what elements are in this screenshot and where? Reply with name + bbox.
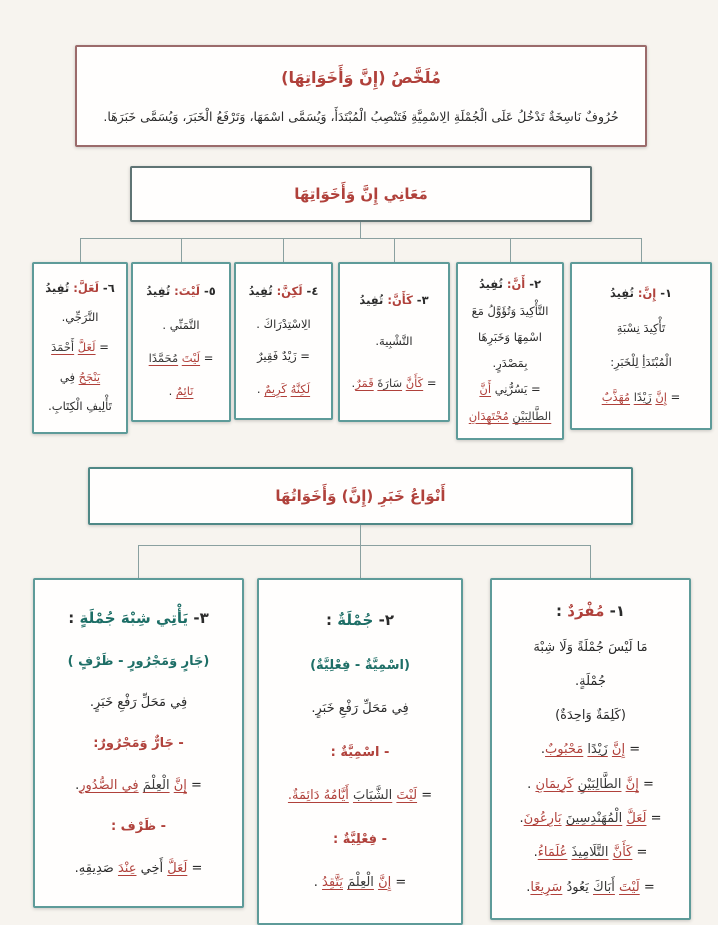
connector-line bbox=[138, 545, 139, 578]
text-segment: نَائِمٌ bbox=[175, 383, 194, 398]
connector-line bbox=[360, 222, 361, 238]
text-line bbox=[257, 348, 310, 366]
text-segment: ١- bbox=[604, 602, 625, 621]
text-line bbox=[469, 408, 552, 426]
text-segment: لَعَلَّ bbox=[626, 811, 647, 827]
types-title: أَنْوَاعُ خَبَرِ (إِنَّ) وَأَخَوَاتُهَا bbox=[275, 487, 446, 505]
text-line bbox=[146, 283, 216, 301]
text-segment: . bbox=[519, 811, 524, 827]
text-segment: الطَّالِبَيْنِ bbox=[577, 776, 622, 792]
text-segment: ٢- bbox=[525, 277, 542, 292]
text-line bbox=[352, 375, 437, 393]
meaning-box-inna bbox=[570, 262, 712, 430]
text-line bbox=[51, 339, 109, 357]
text-segment: = bbox=[423, 375, 437, 390]
text-segment: : bbox=[326, 611, 338, 630]
text-segment: - جَارٌّ وَمَجْرُورٌ: bbox=[93, 736, 184, 752]
connector-line bbox=[181, 238, 182, 262]
text-segment: تُفِيدُ bbox=[146, 284, 175, 299]
text-segment: إِنَّ bbox=[655, 390, 667, 405]
text-segment: ٥- bbox=[199, 284, 216, 299]
text-segment: إِنَّ bbox=[611, 742, 626, 758]
text-segment: لَيْتَ bbox=[619, 879, 640, 895]
text-segment: = bbox=[625, 742, 641, 758]
text-line bbox=[310, 656, 410, 676]
text-segment: إِنَّ bbox=[625, 776, 639, 792]
text-line bbox=[45, 280, 114, 298]
text-segment: التَّمَنِّي . bbox=[162, 317, 200, 332]
text-segment: مَا لَيْسَ جُمْلَةً وَلَا شِبْهَ bbox=[533, 639, 648, 655]
connector-line bbox=[360, 525, 361, 545]
text-segment: بِمَصْدَرٍ. bbox=[492, 356, 528, 371]
connector-line bbox=[590, 545, 591, 578]
text-segment: مَحْبُوبٌ bbox=[545, 742, 584, 758]
text-segment: . bbox=[168, 383, 176, 398]
text-line bbox=[75, 776, 202, 796]
text-segment: أَنَّ: bbox=[506, 277, 526, 292]
text-segment: تُفِيدُ bbox=[609, 285, 638, 300]
text-segment: سَارَةَ bbox=[377, 375, 403, 390]
text-line bbox=[375, 333, 412, 351]
text-segment: كَأَنَّ bbox=[405, 375, 424, 390]
text-segment: لَيْتَ bbox=[181, 350, 201, 365]
text-segment: = bbox=[391, 875, 407, 891]
text-segment: التَّرَجِّي. bbox=[61, 310, 99, 325]
text-line bbox=[288, 786, 432, 806]
text-segment: إِنَّ bbox=[173, 777, 187, 793]
text-segment: الْعِلْمَ bbox=[142, 777, 170, 793]
text-segment: (كَلِمَةٌ وَاحِدَةٌ) bbox=[555, 708, 626, 724]
text-segment: . bbox=[256, 382, 265, 397]
text-segment: = bbox=[95, 340, 109, 355]
text-segment: الْمُهَنْدِسِينَ bbox=[565, 811, 623, 827]
text-line bbox=[311, 699, 408, 719]
text-line bbox=[479, 381, 540, 399]
text-segment: - فِعْلِيَّةٌ : bbox=[333, 831, 387, 847]
text-segment: تُفِيدُ bbox=[248, 283, 277, 298]
text-line bbox=[479, 276, 541, 294]
definition-text: حُرُوفٌ نَاسِخَةٌ تَدْخُلُ عَلَى الْجُمْلَةِ الِاسْمِيَّةِ فَتَنْصِبُ الْمُبْتَدَأَ، وَيُسَمَّى اسْمَهَا، وَتَرْفَعُ الْخَبَرَ، وَيُسَمَّى خَبَرَهَا. bbox=[103, 108, 619, 124]
text-line bbox=[169, 383, 194, 401]
text-segment: التَّلَامِيذَ bbox=[571, 845, 609, 861]
text-segment: إِنَّ bbox=[378, 875, 392, 891]
text-line bbox=[257, 381, 310, 399]
text-segment: تُفِيدُ bbox=[45, 280, 74, 295]
text-segment: جُمْلَةٍ. bbox=[575, 673, 606, 689]
connector-line bbox=[283, 238, 284, 262]
text-segment: - ظَرْف : bbox=[110, 819, 167, 835]
text-segment: أَبَاكَ bbox=[593, 879, 615, 895]
text-line bbox=[68, 652, 210, 672]
text-line bbox=[75, 859, 203, 879]
text-segment: أَحْمَدَ bbox=[51, 340, 75, 355]
meanings-title-box bbox=[130, 166, 592, 222]
text-segment: تُفِيدُ bbox=[478, 277, 507, 292]
text-line bbox=[472, 303, 549, 321]
connector-line bbox=[641, 238, 642, 262]
text-line bbox=[617, 320, 665, 338]
type-box-jumla bbox=[257, 578, 463, 925]
text-segment: فِي مَحَلِّ رَفْعِ خَبَرٍ. bbox=[89, 695, 188, 711]
text-line bbox=[333, 830, 387, 850]
text-segment: (جَارٍ وَمَجْرُورٍ - ظَرْفٍ ) bbox=[67, 653, 210, 669]
text-segment: ٢- bbox=[373, 611, 394, 630]
meaning-box-layta bbox=[131, 262, 231, 422]
text-segment: يَتَّقِدُ bbox=[322, 875, 343, 891]
text-segment: . bbox=[540, 742, 546, 758]
text-line bbox=[162, 317, 199, 335]
types-title-box bbox=[88, 467, 633, 525]
meaning-box-anna bbox=[456, 262, 564, 440]
text-segment: = bbox=[639, 879, 655, 895]
text-segment: = bbox=[186, 777, 202, 793]
text-line bbox=[314, 873, 407, 893]
text-segment: بَارِعُونَ bbox=[523, 811, 562, 827]
text-segment: يَنْجَحُ bbox=[78, 369, 101, 384]
connector-line bbox=[80, 238, 641, 239]
text-segment: . bbox=[527, 776, 536, 792]
text-segment: التَّشْبِيهَ. bbox=[375, 334, 413, 349]
text-segment: : bbox=[556, 602, 568, 621]
text-line bbox=[48, 398, 112, 416]
meaning-box-lakinna bbox=[234, 262, 333, 420]
text-segment: . bbox=[526, 879, 531, 895]
text-segment: ٤- bbox=[302, 283, 319, 298]
text-segment: كَأَنَّ: bbox=[387, 292, 413, 307]
text-segment: لَيْتَ bbox=[396, 788, 418, 804]
text-line bbox=[556, 600, 625, 623]
text-segment: تُفِيدُ bbox=[359, 292, 388, 307]
text-segment: تَأْكِيدَ نِسْبَةِ bbox=[616, 320, 666, 335]
text-line bbox=[533, 638, 647, 658]
text-segment: مُحَمَّدًا bbox=[148, 350, 179, 365]
text-line bbox=[478, 329, 542, 347]
text-segment: جُمْلَةٌ bbox=[337, 611, 374, 630]
text-segment: = bbox=[667, 390, 681, 405]
text-segment: أَخِي bbox=[136, 860, 168, 876]
text-segment: الطَّالِبَيْنِ bbox=[512, 408, 552, 423]
meaning-box-kaanna bbox=[338, 262, 450, 422]
text-line bbox=[359, 292, 428, 310]
text-segment: = bbox=[632, 845, 648, 861]
text-segment: تَأْلِيفِ الْكِتَابِ. bbox=[48, 399, 112, 414]
text-segment: فِي bbox=[59, 369, 79, 384]
text-segment: = زَيْدٌ فَقِيرٌ bbox=[257, 349, 310, 364]
text-line bbox=[534, 843, 648, 863]
type-box-shibh-jumla bbox=[33, 578, 244, 908]
text-line bbox=[249, 283, 319, 301]
text-segment: = bbox=[638, 776, 654, 792]
text-segment: قَمَرٌ bbox=[355, 375, 374, 390]
text-segment: = bbox=[200, 350, 214, 365]
text-segment: عُلَمَاءُ bbox=[537, 845, 568, 861]
text-segment: الْعِلْمَ bbox=[347, 875, 374, 891]
text-segment: لَعَلَّ bbox=[167, 860, 188, 876]
text-segment: أَنَّ bbox=[479, 382, 492, 397]
text-segment: = bbox=[187, 860, 203, 876]
text-segment: كَرِيمَانِ bbox=[535, 776, 574, 792]
text-line bbox=[256, 316, 310, 334]
text-segment: . bbox=[351, 375, 356, 390]
title-box bbox=[75, 45, 647, 147]
text-segment: يَعُودُ bbox=[562, 879, 593, 895]
text-line bbox=[492, 355, 527, 373]
text-segment: . bbox=[313, 875, 323, 891]
text-segment: إِنَّ: bbox=[637, 285, 657, 300]
text-segment: صَدِيقِهِ. bbox=[74, 860, 118, 876]
text-segment: كَرِيمٌ bbox=[264, 382, 287, 397]
text-segment: = يَسُرُّنِي bbox=[491, 382, 541, 397]
text-segment: الْمُبْتَدَأِ لِلْخَبَرِ: bbox=[610, 355, 672, 370]
text-segment: = bbox=[417, 788, 433, 804]
text-line bbox=[541, 740, 640, 760]
text-segment: سَرِيعًا bbox=[530, 879, 563, 895]
text-segment: - اسْمِيَّةٌ : bbox=[330, 744, 390, 760]
text-segment: لَعَلَّ bbox=[77, 340, 96, 355]
connector-line bbox=[360, 545, 361, 578]
text-segment: فِي الصُّدُورِ bbox=[79, 777, 139, 793]
page-title: مُلَخَّصُ (إِنَّ وَأَخَوَاتِهَا) bbox=[281, 68, 441, 88]
text-line bbox=[610, 285, 672, 303]
text-segment: . bbox=[533, 845, 538, 861]
text-line bbox=[149, 350, 214, 368]
text-line bbox=[555, 706, 626, 726]
text-line bbox=[90, 693, 187, 713]
text-segment: زَيْدًا bbox=[633, 390, 652, 405]
meaning-box-laalla bbox=[32, 262, 128, 434]
text-line bbox=[111, 817, 166, 837]
text-segment: = bbox=[646, 811, 662, 827]
text-line bbox=[575, 672, 606, 692]
text-segment: مُفْرَدٌ bbox=[567, 602, 605, 621]
text-segment: الِاسْتِدْرَاكَ . bbox=[256, 316, 311, 331]
connector-line bbox=[394, 238, 395, 262]
text-segment: ١- bbox=[656, 285, 673, 300]
connector-line bbox=[138, 545, 591, 546]
text-segment: لَكِنَّ: bbox=[276, 283, 303, 298]
text-line bbox=[326, 609, 394, 632]
text-segment: مُجْتَهِدَانِ bbox=[468, 408, 509, 423]
text-line bbox=[527, 775, 654, 795]
text-line bbox=[331, 743, 390, 763]
text-segment: لَيْتَ: bbox=[174, 284, 200, 299]
text-line bbox=[62, 309, 99, 327]
text-segment: (اسْمِيَّةٌ - فِعْلِيَّةٌ) bbox=[310, 657, 410, 673]
text-segment: الشَّبَابَ bbox=[352, 788, 393, 804]
connector-line bbox=[80, 238, 81, 262]
text-segment: كَأَنَّ bbox=[612, 845, 633, 861]
text-line bbox=[520, 809, 662, 829]
connector-line bbox=[510, 238, 511, 262]
text-segment: مُهَذَّبٌ bbox=[601, 390, 631, 405]
text-segment: اسْمِهَا وَخَبَرِهَا bbox=[478, 329, 542, 344]
text-line bbox=[610, 354, 672, 372]
text-segment: : bbox=[68, 609, 80, 628]
text-line bbox=[60, 369, 100, 387]
text-segment: لَعَلَّ: bbox=[73, 280, 99, 295]
text-segment: التَّأْكِيدَ وَتُؤَوَّلُ مَعَ bbox=[471, 303, 549, 318]
text-segment: لَكِنَّهُ bbox=[290, 382, 311, 397]
type-box-mufrad bbox=[490, 578, 691, 920]
text-segment: ٣- bbox=[188, 609, 209, 628]
text-segment: يَأْتِي شِبْهَ جُمْلَةٍ bbox=[79, 609, 189, 628]
text-line bbox=[602, 389, 681, 407]
text-segment: ٣- bbox=[412, 292, 429, 307]
text-segment: فِي مَحَلِّ رَفْعِ خَبَرٍ. bbox=[311, 701, 409, 717]
text-line bbox=[68, 607, 208, 630]
meanings-title: مَعَانِي إِنَّ وَأَخَوَاتِهَا bbox=[294, 185, 428, 203]
text-line bbox=[93, 734, 184, 754]
text-segment: ٦- bbox=[98, 280, 115, 295]
text-line bbox=[526, 878, 654, 898]
text-segment: . bbox=[75, 777, 80, 793]
text-segment: زَيْدًا bbox=[587, 742, 608, 758]
text-segment: عِنْدَ bbox=[117, 860, 137, 876]
text-segment: أَيَّامُهُ دَائِمَةٌ. bbox=[287, 788, 349, 804]
